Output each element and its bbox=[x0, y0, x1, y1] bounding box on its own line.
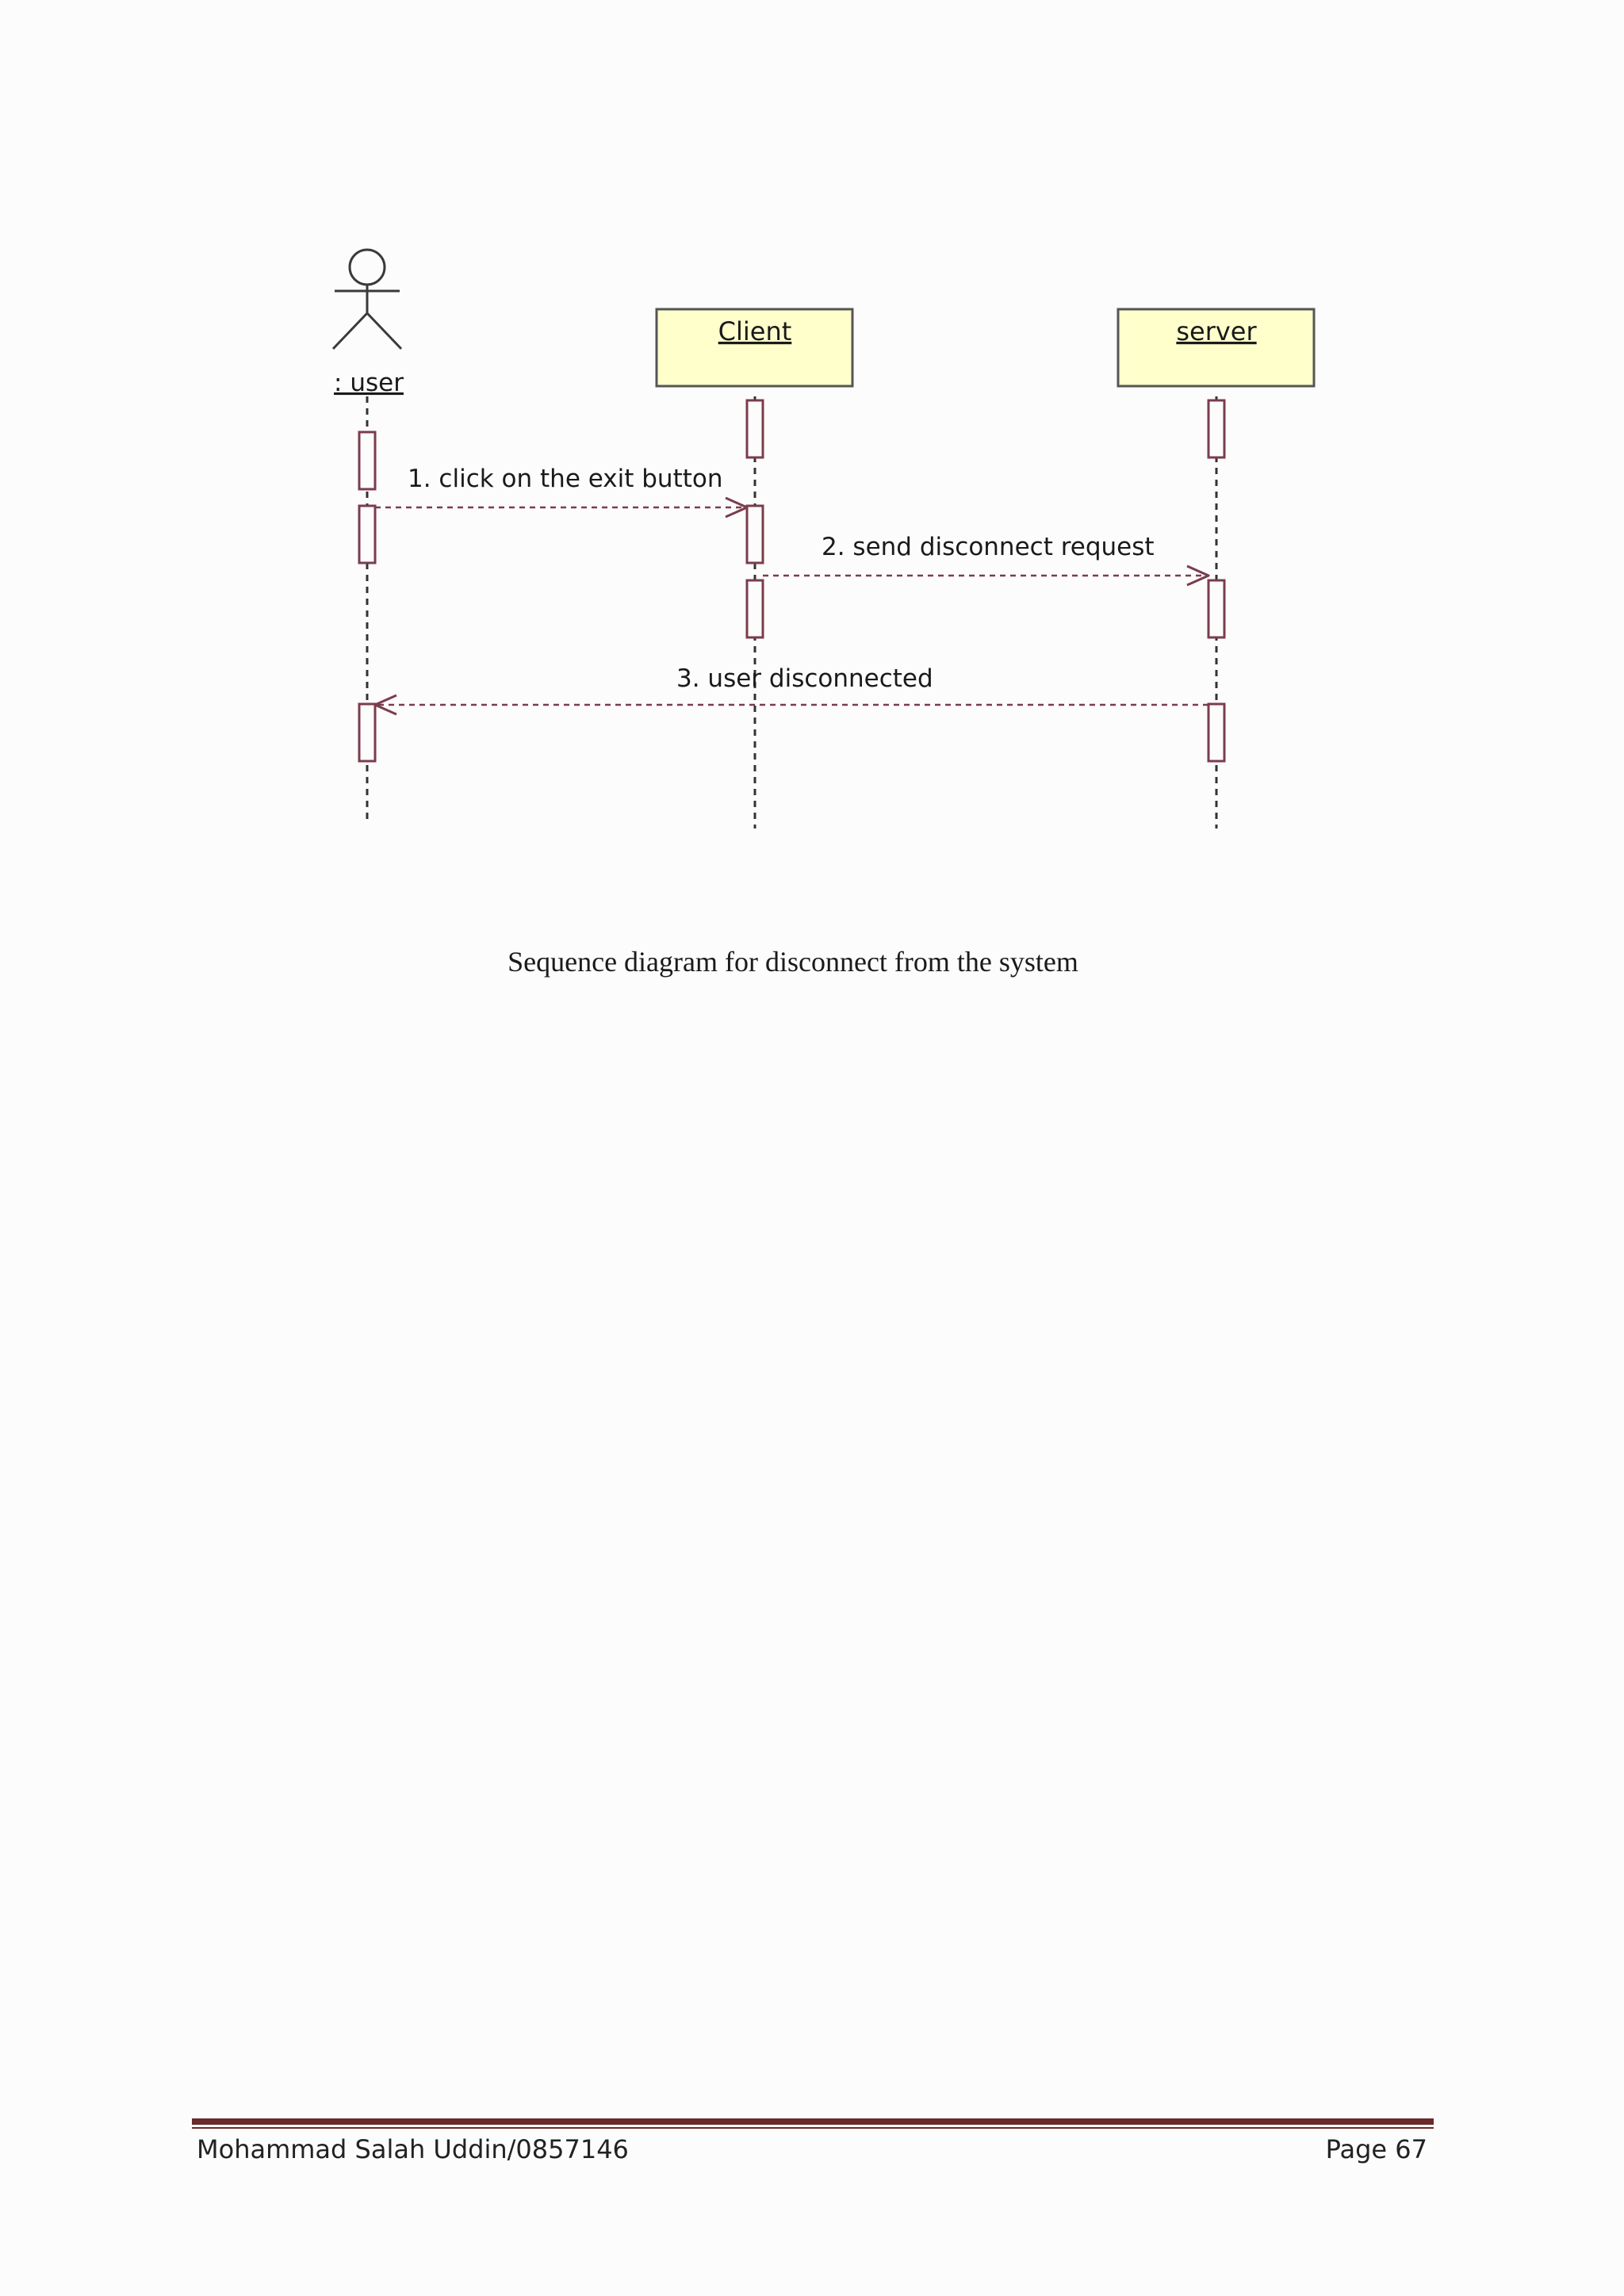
message-1-label: 1. click on the exit button bbox=[408, 465, 723, 493]
activation-user-2 bbox=[359, 506, 375, 563]
actor-leg-right bbox=[367, 313, 401, 349]
actor-head bbox=[350, 250, 385, 285]
figure-caption: Sequence diagram for disconnect from the system bbox=[508, 946, 1078, 978]
actor-label: : user bbox=[334, 369, 404, 397]
footer-page-number: Page 67 bbox=[1325, 2134, 1427, 2164]
lifeline-client-label: Client bbox=[718, 316, 792, 346]
footer-author: Mohammad Salah Uddin/0857146 bbox=[197, 2134, 629, 2164]
activation-server-3 bbox=[1208, 704, 1224, 761]
activation-user-3 bbox=[359, 704, 375, 761]
activation-client-3 bbox=[747, 580, 763, 637]
message-2-label: 2. send disconnect request bbox=[822, 533, 1155, 561]
message-3-label: 3. user disconnected bbox=[676, 664, 933, 693]
activation-server-2 bbox=[1208, 580, 1224, 637]
actor-user bbox=[333, 250, 401, 349]
footer-rule-thin bbox=[192, 2127, 1434, 2129]
actor-leg-left bbox=[333, 313, 367, 349]
activation-client-1 bbox=[747, 400, 763, 457]
activation-user-1 bbox=[359, 432, 375, 489]
activation-server-1 bbox=[1208, 400, 1224, 457]
sequence-diagram bbox=[0, 0, 1624, 872]
footer-rule bbox=[192, 2118, 1434, 2125]
activation-client-2 bbox=[747, 506, 763, 563]
lifeline-server-label: server bbox=[1176, 316, 1257, 346]
